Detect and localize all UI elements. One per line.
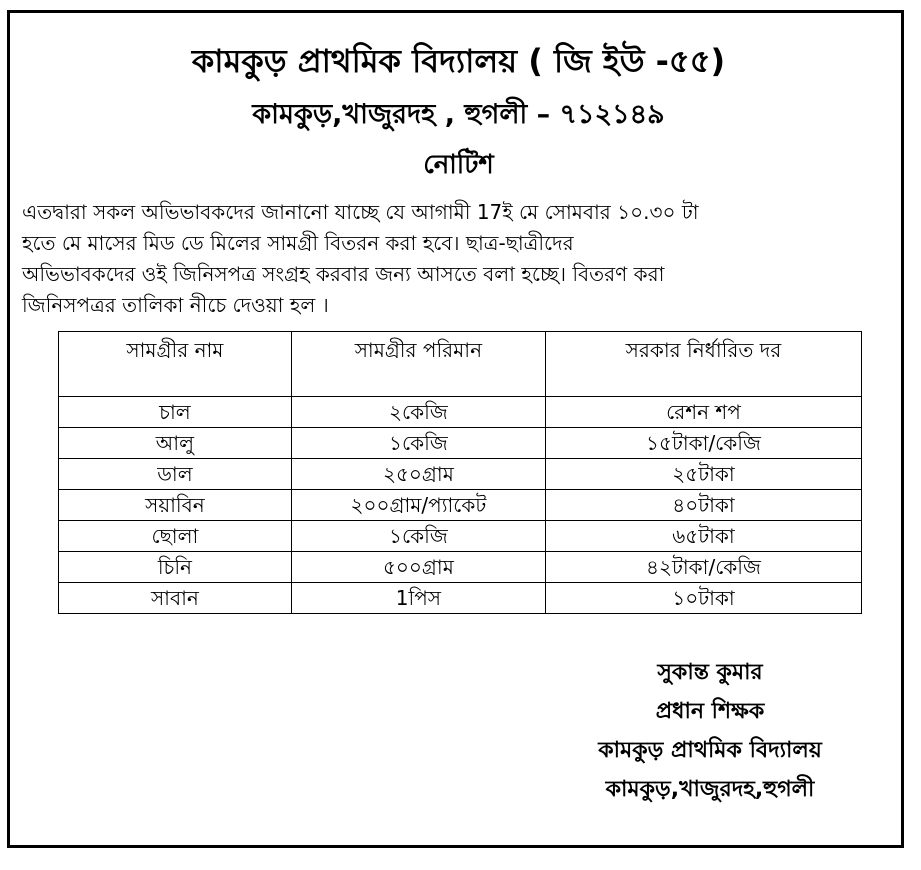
signatory-address: কামকুড়,খাজুরদহ,হুগলী — [605, 777, 815, 802]
item-name-cell: সয়াবিন — [59, 490, 292, 521]
table-row — [59, 552, 862, 583]
item-name-cell: ছোলা — [59, 521, 292, 552]
notice-body-line: এতদ্বারা সকল অভিভাবকদের জানানো যাচ্ছে যে আগামী 17ই মে সোমবার ১০.৩০ টা — [22, 200, 699, 224]
notice-body-line: হতে মে মাসের মিড ডে মিলের সামগ্রী বিতরন করা হবে। ছাত্র-ছাত্রীদের — [22, 231, 574, 255]
item-quantity-cell: ৫০০গ্রাম — [291, 552, 545, 583]
header-govt-rate: সরকার নির্ধারিত দর — [545, 332, 861, 397]
item-name-cell: ডাল — [59, 459, 292, 490]
item-rate-cell: ১৫টাকা/কেজি — [545, 428, 861, 459]
table-row — [59, 583, 862, 614]
table-row — [59, 397, 862, 428]
signatory-name: সুকান্ত কুমার — [657, 660, 763, 685]
item-name-cell: সাবান — [59, 583, 292, 614]
item-rate-cell: রেশন শপ — [545, 397, 861, 428]
school-address: কামকুড়,খাজুরদহ , হুগলী – ৭১২১৪৯ — [252, 99, 665, 130]
item-quantity-cell: ১কেজি — [291, 521, 545, 552]
table-row — [59, 490, 862, 521]
item-quantity-cell: ২কেজি — [291, 397, 545, 428]
notice-body-line: জিনিসপত্রর তালিকা নীচে দেওয়া হল । — [22, 293, 329, 317]
item-name-cell: চাল — [59, 397, 292, 428]
signatory-designation: প্রধান শিক্ষক — [655, 699, 765, 724]
school-name-heading: কামকুড় প্রাথমিক বিদ্যালয় ( জি ইউ -৫৫) — [191, 42, 726, 80]
item-quantity-cell: 1পিস — [291, 583, 545, 614]
notice-frame — [7, 10, 904, 848]
signature-block — [530, 653, 890, 809]
item-rate-cell: ৪০টাকা — [545, 490, 861, 521]
notice-body-line: অভিভাবকদের ওই জিনিসপত্র সংগ্রহ করবার জন্য আসতে বলা হচ্ছে। বিতরণ করা — [22, 262, 665, 286]
table-header-row — [59, 332, 862, 397]
item-rate-cell: ১০টাকা — [545, 583, 861, 614]
item-quantity-cell: ২০০গ্রাম/প্যাকেট — [291, 490, 545, 521]
item-quantity-cell: ১কেজি — [291, 428, 545, 459]
item-rate-cell: ৪২টাকা/কেজি — [545, 552, 861, 583]
header-item-quantity: সামগ্রীর পরিমান — [291, 332, 545, 397]
item-name-cell: আলু — [59, 428, 292, 459]
table-row — [59, 428, 862, 459]
item-name-cell: চিনি — [59, 552, 292, 583]
item-quantity-cell: ২৫০গ্রাম — [291, 459, 545, 490]
table-row — [59, 459, 862, 490]
notice-title: নোটিশ — [423, 150, 494, 180]
table-row — [59, 521, 862, 552]
items-table — [58, 331, 862, 614]
header-item-name: সামগ্রীর নাম — [59, 332, 292, 397]
item-rate-cell: ৬৫টাকা — [545, 521, 861, 552]
item-rate-cell: ২৫টাকা — [545, 459, 861, 490]
notice-body — [22, 197, 892, 321]
signatory-school: কামকুড় প্রাথমিক বিদ্যালয় — [598, 738, 822, 763]
